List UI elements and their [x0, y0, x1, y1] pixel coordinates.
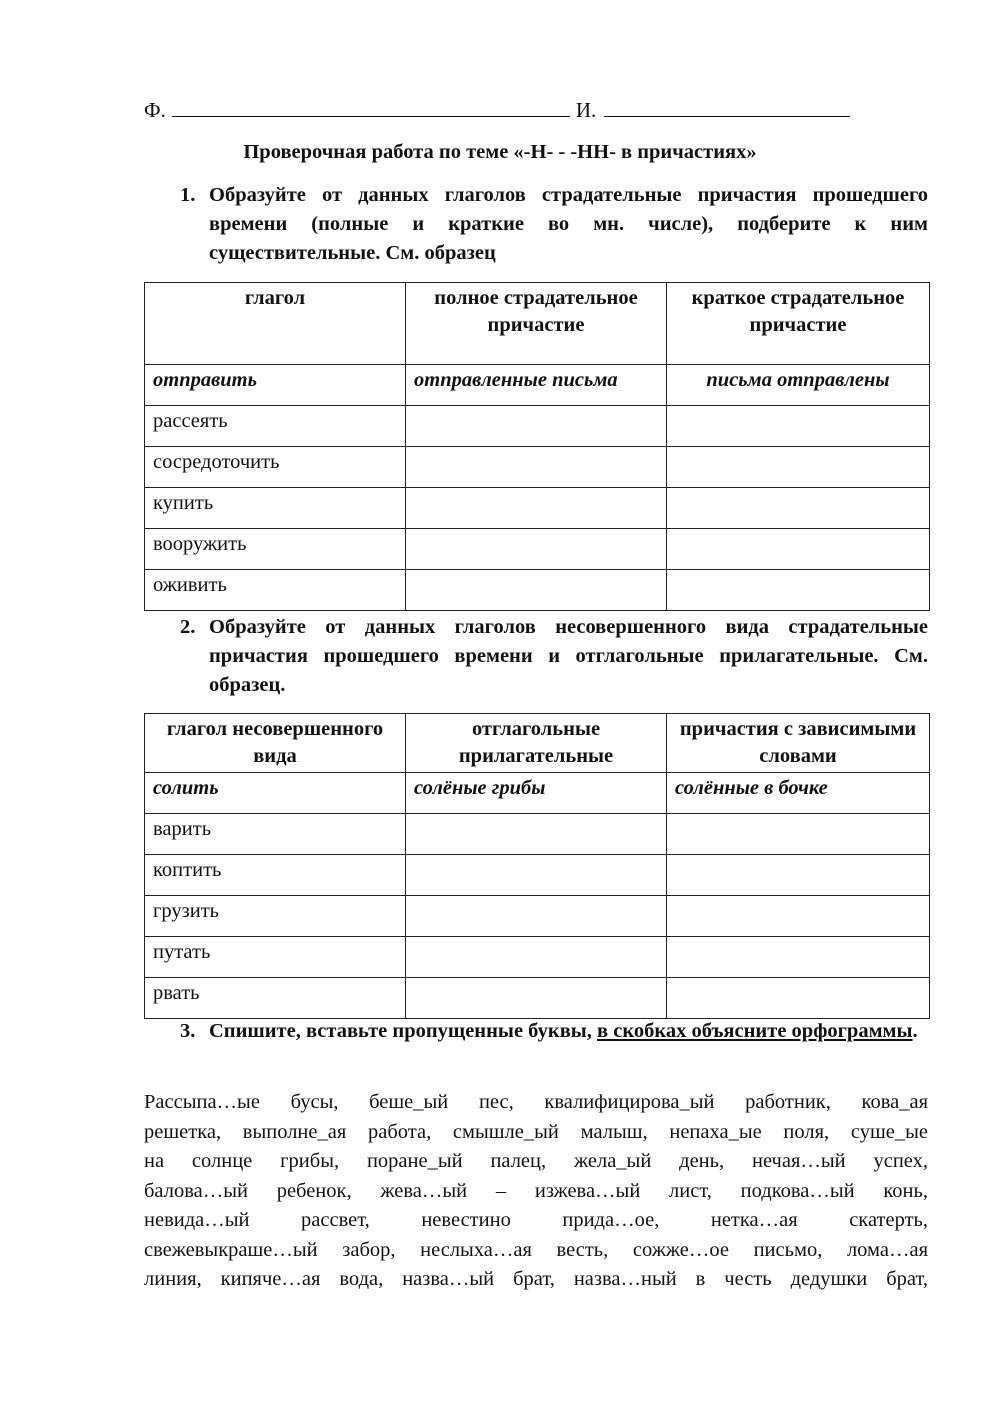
table-row	[145, 855, 930, 896]
verb-cell: рвать	[145, 978, 406, 1019]
task-3-text: Спишите, вставьте пропущенные буквы,	[209, 1020, 592, 1042]
table-row	[145, 529, 930, 570]
answer-cell[interactable]	[406, 447, 667, 488]
student-name-line	[144, 96, 850, 123]
answer-cell[interactable]	[667, 488, 930, 529]
paragraph-line: невида…ый рассвет, невестино прида…ое, нетка…ая скатерть,	[144, 1209, 928, 1231]
table-row	[145, 814, 930, 855]
answer-cell[interactable]	[406, 488, 667, 529]
exercise-paragraph	[144, 1088, 928, 1295]
task-3-underlined-text: в скобках объясните орфограммы	[597, 1020, 913, 1042]
task-2-table	[144, 713, 930, 1019]
task-3-instructions	[209, 1017, 928, 1046]
answer-cell[interactable]	[406, 406, 667, 447]
example-cell: письма отправлены	[667, 365, 930, 406]
column-header: глагол	[145, 283, 406, 365]
answer-cell[interactable]	[667, 896, 930, 937]
task-2-number: 2.	[180, 616, 196, 638]
answer-cell[interactable]	[406, 937, 667, 978]
verb-cell: рассеять	[145, 406, 406, 447]
table-row	[145, 406, 930, 447]
answer-cell[interactable]	[406, 896, 667, 937]
task-1-instructions: Образуйте от данных глаголов страдательные причастия прошедшего времени (полные и краткие во мн. числе), подберите к ним существительные. См. образец	[209, 184, 928, 264]
column-header: глагол несовершенного вида	[145, 714, 406, 773]
answer-cell[interactable]	[667, 937, 930, 978]
table-row	[145, 570, 930, 611]
paragraph-line: линия, кипяче…ая вода, назва…ый брат, назва…ный в честь дедушки брат,	[144, 1268, 928, 1290]
verb-cell: сосредоточить	[145, 447, 406, 488]
table-header-row	[145, 714, 930, 773]
task-3-period: .	[912, 1020, 918, 1042]
example-cell: отправленные письма	[406, 365, 667, 406]
verb-cell: грузить	[145, 896, 406, 937]
answer-cell[interactable]	[667, 814, 930, 855]
column-header: причастия с зависимыми словами	[667, 714, 930, 773]
first-name-label: И.	[575, 98, 597, 122]
example-cell: солёные грибы	[406, 773, 667, 814]
verb-cell: путать	[145, 937, 406, 978]
answer-cell[interactable]	[406, 814, 667, 855]
verb-cell: оживить	[145, 570, 406, 611]
verb-cell: купить	[145, 488, 406, 529]
paragraph-line: свежевыкраше…ый забор, неслыха…ая весть, сожже…ое письмо, лома…ая	[144, 1238, 928, 1261]
answer-cell[interactable]	[667, 447, 930, 488]
task-2	[180, 613, 928, 700]
task-1-table	[144, 282, 930, 611]
example-cell: солённые в бочке	[667, 773, 930, 814]
answer-cell[interactable]	[667, 570, 930, 611]
column-header: полное страдательное причастие	[406, 283, 667, 365]
answer-cell[interactable]	[406, 978, 667, 1019]
paragraph-line: Рассыпа…ые бусы, беше_ый пес, квалифицирова_ый работник, кова_ая	[144, 1091, 928, 1113]
task-3	[180, 1017, 928, 1046]
task-2-instructions: Образуйте от данных глаголов несовершенного вида страдательные причастия прошедшего времени и отглагольные прилагательные. См. образец.	[209, 616, 928, 696]
example-cell: солить	[145, 773, 406, 814]
surname-label: Ф.	[144, 98, 166, 122]
table-row	[145, 896, 930, 937]
answer-cell[interactable]	[406, 570, 667, 611]
column-header: отглагольные прилагательные	[406, 714, 667, 773]
table-row	[145, 488, 930, 529]
task-1-number: 1.	[180, 184, 196, 206]
verb-cell: варить	[145, 814, 406, 855]
task-3-number: 3.	[180, 1020, 196, 1042]
example-cell: отправить	[145, 365, 406, 406]
column-header: краткое страдательное причастие	[667, 283, 930, 365]
answer-cell[interactable]	[667, 529, 930, 570]
answer-cell[interactable]	[406, 855, 667, 896]
table-header-row	[145, 283, 930, 365]
first-name-blank[interactable]	[604, 96, 850, 117]
table-row	[145, 978, 930, 1019]
paragraph-line: решетка, выполне_ая работа, смышле_ый малыш, непаха_ые поля, суше_ые	[144, 1120, 928, 1143]
table-row	[145, 937, 930, 978]
example-row	[145, 773, 930, 814]
table-row	[145, 447, 930, 488]
answer-cell[interactable]	[406, 529, 667, 570]
verb-cell: коптить	[145, 855, 406, 896]
paragraph-line: на солнце грибы, поране_ый палец, жела_ый день, нечая…ый успех,	[144, 1150, 928, 1172]
example-row	[145, 365, 930, 406]
task-1	[180, 181, 928, 268]
surname-blank[interactable]	[172, 96, 570, 117]
answer-cell[interactable]	[667, 406, 930, 447]
answer-cell[interactable]	[667, 978, 930, 1019]
paragraph-line: балова…ый ребенок, жева…ый – изжева…ый лист, подкова…ый конь,	[144, 1179, 928, 1202]
worksheet-title: Проверочная работа по теме «-Н- - -НН- в причастиях»	[243, 141, 757, 163]
verb-cell: вооружить	[145, 529, 406, 570]
answer-cell[interactable]	[667, 855, 930, 896]
